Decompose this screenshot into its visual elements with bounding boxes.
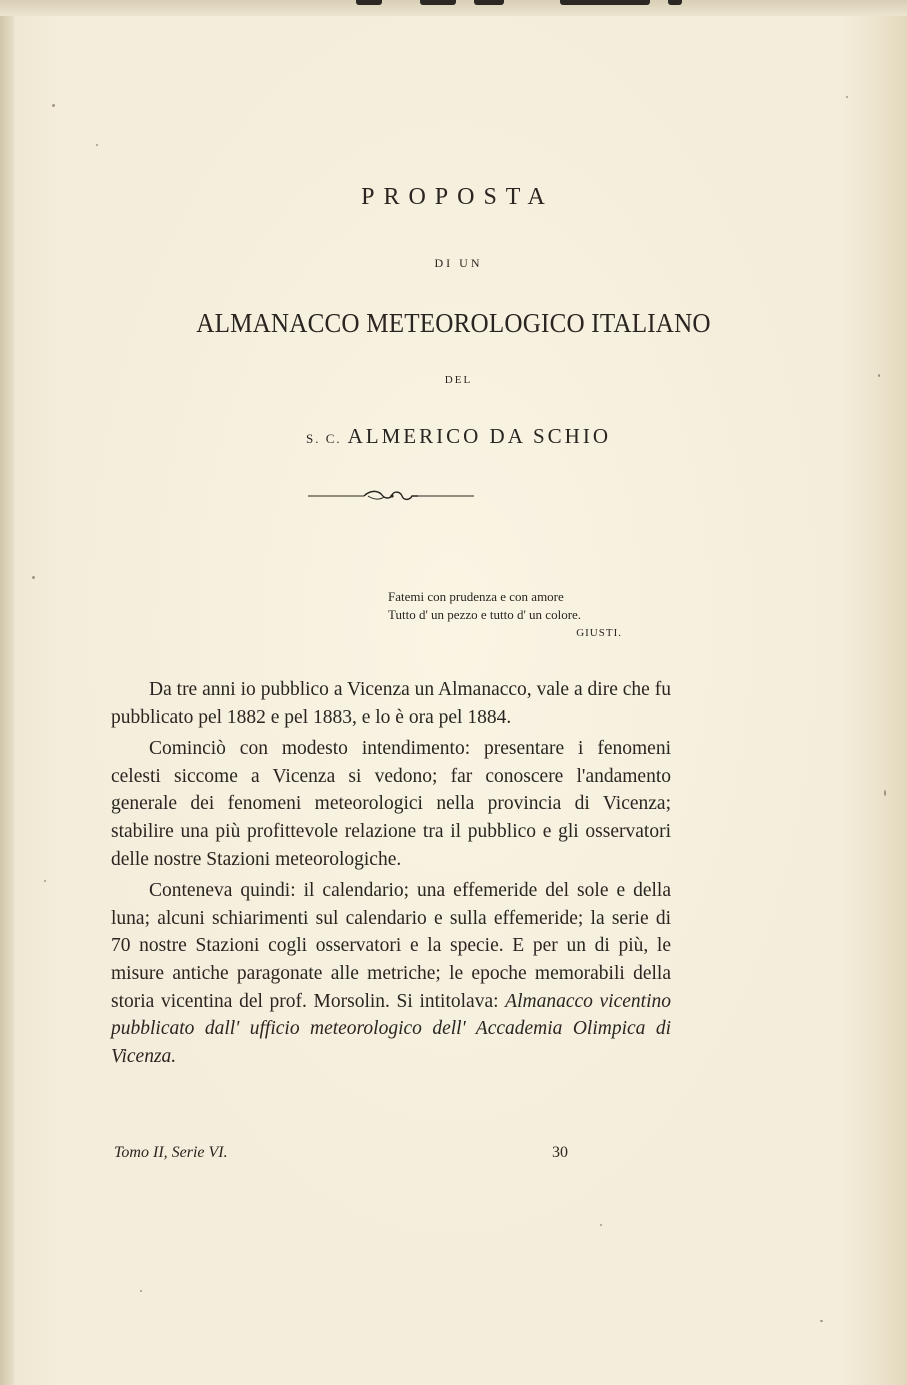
title-by: DEL (444, 374, 473, 386)
paper-speck (96, 144, 98, 146)
page-title: PROPOSTA (361, 184, 554, 210)
paper-speck (600, 1224, 602, 1226)
author-line (0, 424, 907, 449)
publication-title: Almanacco vicentino pubblicato dall' ufficio meteorologico dell' Accademia Olimpica di Vicenza. (111, 990, 672, 1067)
top-binding-edge (0, 0, 907, 16)
page-number: 30 (552, 1144, 568, 1161)
paragraph (111, 877, 671, 1070)
epigraph (388, 588, 678, 642)
volume-signature: Tomo II, Serie VI. (114, 1144, 228, 1161)
ink-blot (356, 0, 382, 5)
body-text (111, 676, 671, 1074)
paper-speck (820, 1320, 823, 1322)
paragraph-text: Conteneva quindi: il calendario; una effemeride del sole e della luna; alcuni schiarimenti sul calendario e sulla effemeride; la serie di 70 nostre Stazioni cogli osservatori e la specie. E per un di più, le misure antiche paragonate alle metriche; le epoche memorabili della storia vicentina del prof. Morsolin. Si intitolava: (111, 880, 671, 1012)
ink-blot (668, 0, 682, 5)
paper-speck (884, 790, 886, 796)
epigraph-line: Fatemi con prudenza e con amore (388, 589, 564, 604)
author-name: ALMERICO DA SCHIO (347, 424, 611, 448)
epigraph-line: Tutto d' un pezzo e tutto d' un colore. (388, 607, 582, 622)
ink-blot (560, 0, 650, 5)
title-connector: DI UN (434, 256, 483, 270)
paper-speck (846, 96, 848, 98)
paper-speck (52, 104, 55, 107)
ornament-divider (308, 486, 474, 506)
paper-speck (32, 576, 35, 579)
ink-blot (420, 0, 456, 5)
title-subject: ALMANACCO METEOROLOGICO ITALIANO (196, 308, 711, 338)
author-prefix: S. C. (305, 431, 342, 446)
paragraph: Cominciò con modesto intendimento: presentare i fenomeni celesti siccome a Vicenza si vedono; far conoscere l'andamento generale dei fenomeni meteorologici nella provincia di Vicenza; stabilire una più profittevole relazione tra il pubblico e gli osservatori delle nostre Stazioni meteorologiche. (111, 738, 671, 870)
paper-speck (878, 374, 880, 377)
paragraph: Da tre anni io pubblico a Vicenza un Almanacco, vale a dire che fu pubblicato pel 1882 e pel 1883, e lo è ora pel 1884. (111, 679, 671, 728)
ink-blot (474, 0, 504, 5)
paper-speck (140, 1290, 142, 1292)
epigraph-signature: GIUSTI. (576, 627, 622, 639)
paper-speck (44, 880, 46, 882)
